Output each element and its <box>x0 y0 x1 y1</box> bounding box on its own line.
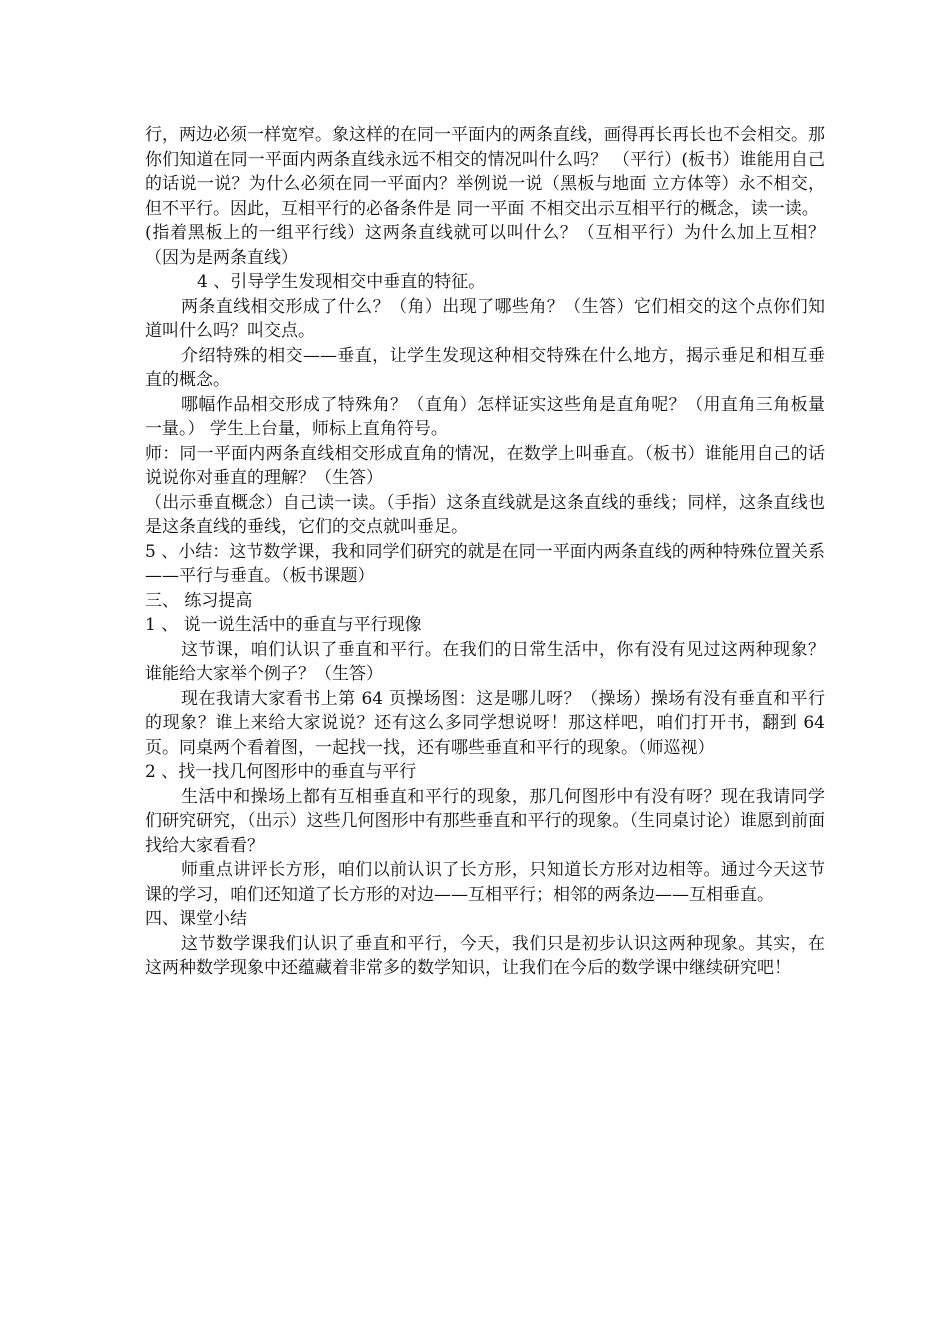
paragraph-summary-step-5: 5 、小结：这节数学课，我和同学们研究的就是在同一平面内两条直线的两种特殊位置关系——平行与垂直。（板书课题） <box>145 541 825 586</box>
document-body <box>145 123 825 981</box>
paragraph-perpendicular-concept: （出示垂直概念）自己读一读。（手指）这条直线就是这条直线的垂线；同样，这条直线也是这条直线的垂线，它们的交点就叫垂足。 <box>145 492 825 537</box>
section-heading-step-4: 4 、引导学生发现相交中垂直的特征。 <box>197 272 486 292</box>
paragraph-geometric-shapes: 生活中和操场上都有互相垂直和平行的现象，那几何图形中有没有呀？现在我请同学们研究研究，（出示）这些几何图形中有那些垂直和平行的现象。（生同桌讨论）谁愿到前面找给大家看看？ <box>145 786 825 856</box>
paragraph-perpendicular-intro: 介绍特殊的相交——垂直，让学生发现这种相交特殊在什么地方，揭示垂足和相互垂直的概念。 <box>145 345 825 390</box>
paragraph-playground: 现在我请大家看书上第 64 页操场图：这是哪儿呀？（操场）操场有没有垂直和平行的现象？谁上来给大家说说？还有这么多同学想说呀！那这样吧，咱们打开书，翻到 64 页。同桌两个看着图，一起找一找，还有哪些垂直和平行的现象。（师巡视） <box>145 688 825 758</box>
paragraph-rectangle: 师重点讲评长方形，咱们以前认识了长方形，只知道长方形对边相等。通过今天这节课的学习，咱们还知道了长方形的对边——互相平行；相邻的两条边——互相垂直。 <box>145 860 825 905</box>
section-heading-class-summary: 四、课堂小结 <box>145 909 247 929</box>
paragraph-intersection-point: 两条直线相交形成了什么？（角）出现了哪些角？（生答）它们相交的这个点你们知道叫什么吗？叫交点。 <box>145 296 825 341</box>
section-heading-practice-1: 1 、 说一说生活中的垂直与平行现像 <box>145 615 422 635</box>
paragraph-right-angle: 哪幅作品相交形成了特殊角？（直角）怎样证实这些角是直角呢？（用直角三角板量一量。） 学生上台量，师标上直角符号。 <box>145 394 825 439</box>
paragraph-parallel-definition: 行，两边必须一样宽窄。象这样的在同一平面内的两条直线，画得再长再长也不会相交。那你们知道在同一平面内两条直线永远不相交的情况叫什么吗？ （平行）(板书）谁能用自己的话说一说？为什么必须在同一平面内？举例说一说（黑板与地面 立方体等）永不相交，但不平行。因此，互相平行的必备条件是 同一平面 不相交出示互相平行的概念，读一读。 <box>145 125 825 219</box>
paragraph-teacher-perpendicular: 师：同一平面内两条直线相交形成直角的情况，在数学上叫垂直。（板书）谁能用自己的话说说你对垂直的理解？（生答） <box>145 443 825 488</box>
section-heading-practice: 三、 练习提高 <box>145 590 253 611</box>
paragraph-closing: 这节数学课我们认识了垂直和平行，今天，我们只是初步认识这两种现象。其实，在这两种数学现象中还蕴藏着非常多的数学知识，让我们在今后的数学课中继续研究吧！ <box>145 933 825 978</box>
paragraph-daily-life: 这节课，咱们认识了垂直和平行。在我们的日常生活中，你有没有见过这两种现象？谁能给大家举个例子？（生答） <box>145 639 825 684</box>
paragraph-mutual-parallel: (指着黑板上的一组平行线）这两条直线就可以叫什么？（互相平行）为什么加上互相？（因为是两条直线） <box>145 223 825 268</box>
section-heading-practice-2: 2 、找一找几何图形中的垂直与平行 <box>145 762 417 782</box>
